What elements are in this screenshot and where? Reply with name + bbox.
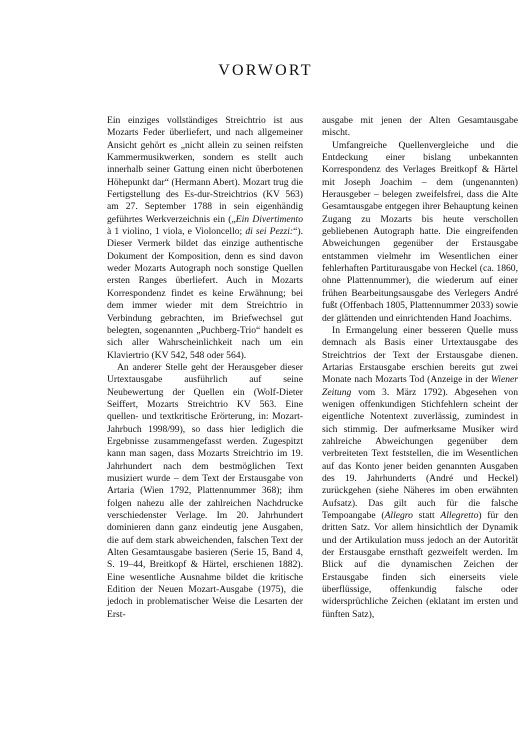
paragraph: ausgabe mit jenen der Alten Gesamtausgabe mischt. — [322, 115, 518, 139]
right-column — [322, 115, 518, 621]
page-title: VORWORT — [218, 62, 313, 79]
paragraph: Umfangreiche Quellenvergleiche und die Entdeckung einer bislang unbekannten Korrespondenz des Verlages Breitkopf & Härtel mit Joseph Joachim – dem (ungenannten) Herausgeber – belegen zweifelsfrei, dass die Alte Gesamtausgabe entgegen ihrer Behauptung keinen Zugang zu Mozarts bis heute verschollen gebliebenen Autograph hatte. Die eingreifenden Abweichungen gegenüber der Erstausgabe entstammen vielmehr im Wesentlichen einer fehlerhaften Partiturausgabe von Heckel (ca. 1860, ohne Plattennummer), die wiederum auf einer frühen Bearbeitungsausgabe des Verlegers André fußt (Offenbach 1805, Plattennummer 2033) sowie der glättenden und einrichtenden Hand Joachims. — [322, 139, 518, 324]
paragraph: An anderer Stelle geht der Herausgeber dieser Urtextausgabe ausführlich auf seine Neubewertung der Quellen ein (Wolf-Dieter Seiffert, Mozarts Streichtrio KV 563. Eine quellen- und textkritische Erörterung, in: Mozart-Jahrbuch 1998/99), so dass hier lediglich die Ergebnisse zusammengefasst werden. Zugespitzt kann man sagen, dass Mozarts Streichtrio im 19. Jahrhundert nach dem bestmöglichen Text musiziert wurde – dem Text der Erstausgabe von Artaria (Wien 1792, Plattennummer 368); ihm folgen nahezu alle der zahlreichen Nachdrucke verschiedenster Verlage. Im 20. Jahrhundert dominieren dann ganz eindeutig jene Ausgaben, die auf dem stark abweichenden, falschen Text der Alten Gesamtausgabe basieren (Serie 15, Band 4, S. 19–44, Breitkopf & Härtel, erschienen 1882). Eine wesentliche Ausnahme bildet die kritische Edition der Neuen Mozart-Ausgabe (1975), die jedoch in problematischer Weise die Lesarten der Erst- — [107, 361, 303, 620]
left-column — [107, 115, 303, 621]
paragraph: Ein einziges vollständiges Streichtrio ist aus Mozarts Feder überliefert, und nach allgemeiner Ansicht gehört es „nicht allein zu seinen reifsten Kammermusikwerken, sondern es stellt auch innerhalb seiner Gattung einen nicht überbotenen Höhepunkt dar“ (Hermann Abert). Mozart trug die Fertigstellung des Es-dur-Streichtrios (KV 563) am 27. September 1788 in sein eigenhändig geführtes Werkverzeichnis ein („Ein Divertimento à 1 violino, 1 viola, e Violoncello; di sei Pezzi:“). Dieser Vermerk bildet das einzige authentische Dokument der Komposition, denn es sind davon weder Mozarts Autograph noch sonstige Quellen ersten Ranges überliefert. Auch in Mozarts Korrespondenz findet es keine Erwähnung; bei dem immer wieder mit dem Streichtrio in Verbindung gebrachten, im Briefwechsel gut belegten, sogenannten „Puchberg-Trio“ handelt es sich aller Wahrscheinlichkeit nach um ein Klaviertrio (KV 542, 548 oder 564). — [107, 115, 303, 361]
paragraph: In Ermangelung einer besseren Quelle muss demnach als Basis einer Urtextausgabe des Streichtrios der Text der Erstausgabe dienen. Artarias Erstausgabe erschien bereits gut zwei Monate nach Mozarts Tod (Anzeige in der Wiener Zeitung vom 3. März 1792). Abgesehen von wenigen offenkundigen Stichfehlern scheint der eigentliche Notentext zuverlässig, zumindest in sich stimmig. Der aufmerksame Musiker wird zahlreiche Abweichungen gegenüber dem verbreiteten Text feststellen, die im Wesentlichen auf das Konto jener beiden genannten Ausgaben des 19. Jahrhunderts (André und Heckel) zurückgehen (siehe Näheres im oben erwähnten Aufsatz). Das gilt auch für die falsche Tempoangabe (Allegro statt Allegretto) für den dritten Satz. Vor allem hinsichtlich der Dynamik und der Artikulation muss jedoch an der Autorität der Erstausgabe ernsthaft gezweifelt werden. Im Blick auf die dynamischen Zeichen der Erstausgabe finden sich einerseits viele überflüssige, offenkundig falsche oder widersprüchliche Zeichen (eklatant im ersten und fünften Satz), — [322, 324, 518, 620]
